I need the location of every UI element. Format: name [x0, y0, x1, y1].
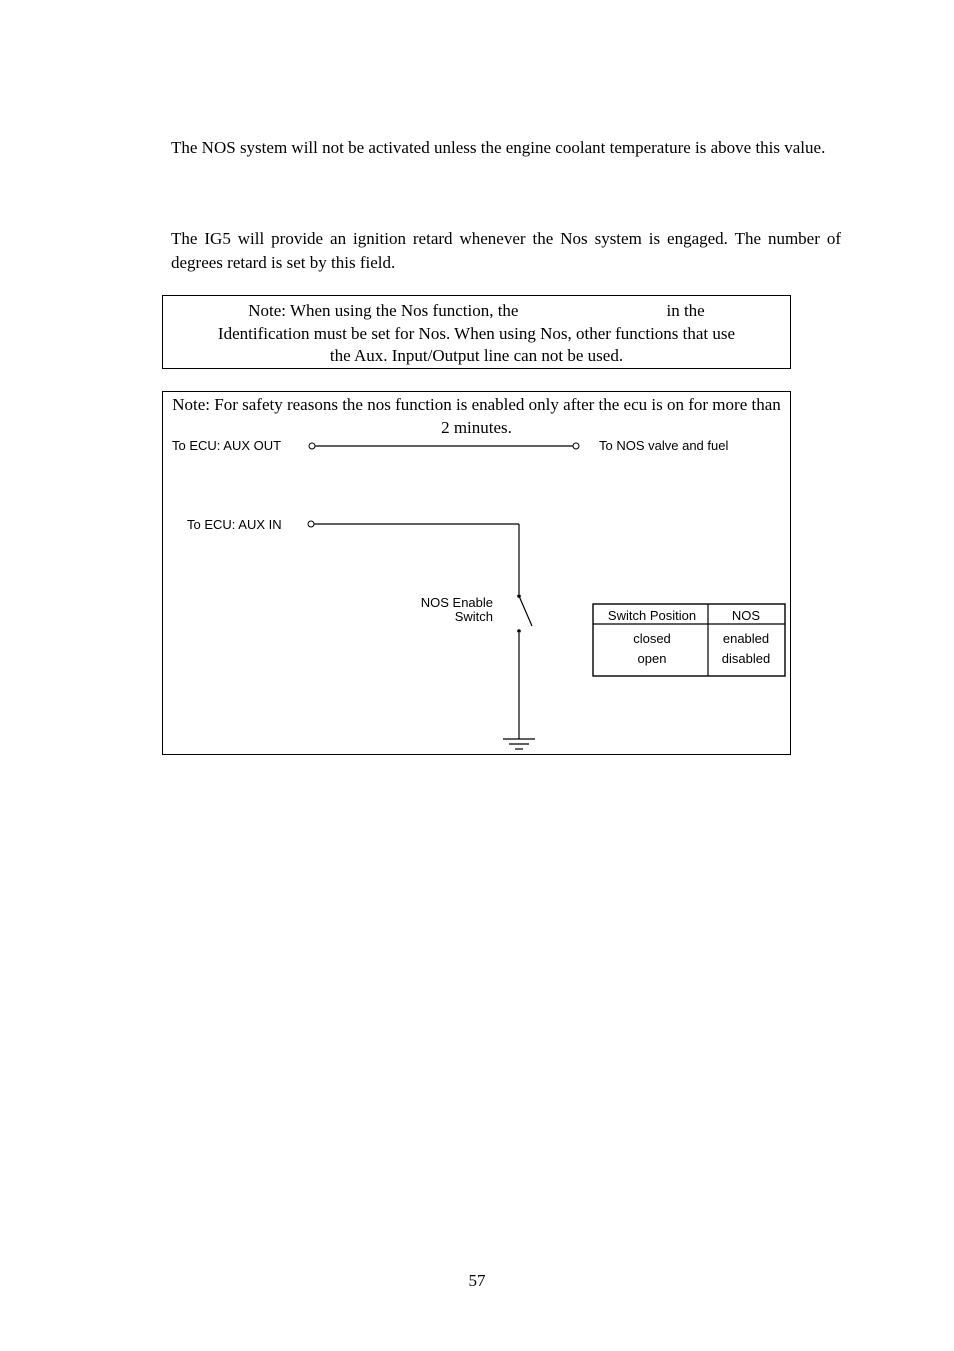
ignition-retard-paragraph: The IG5 will provide an ignition retard whenever the Nos system is engaged. The number of degrees retard is set by this field.: [171, 229, 841, 272]
switch-label-line1: NOS Enable: [420, 595, 493, 610]
table-cell-closed: closed: [633, 631, 671, 646]
note-line-2: Identification must be set for Nos. When using Nos, other functions that use: [217, 323, 736, 343]
table-header-nos: NOS: [731, 608, 761, 623]
nos-valve-label: To NOS valve and fuel: [599, 438, 729, 453]
safety-note-text: Note: For safety reasons the nos function is enabled only after the ecu is on for more than 2 minutes.: [172, 395, 781, 437]
nos-wiring-diagram: [163, 392, 790, 754]
switch-bottom-contact: [517, 629, 521, 633]
aux-in-label: To ECU: AUX IN: [187, 517, 282, 532]
table-header-switch-position: Switch Position: [607, 608, 697, 623]
safety-note-box: [162, 391, 791, 755]
switch-label-line2: Switch: [454, 609, 493, 624]
aux-in-terminal: [308, 521, 314, 527]
table-cell-open: open: [637, 651, 667, 666]
coolant-paragraph: The NOS system will not be activated unless the engine coolant temperature is above this value.: [171, 138, 826, 157]
identification-note-box: [162, 295, 791, 369]
note-line-1-start: Note: When using the Nos function, the: [248, 301, 519, 320]
switch-arm: [519, 596, 532, 626]
page-number: 57: [468, 1271, 486, 1290]
table-cell-enabled: enabled: [722, 631, 770, 646]
ground-icon: [503, 739, 535, 749]
aux-out-terminal: [309, 443, 315, 449]
nos-valve-terminal: [573, 443, 579, 449]
switch-state-table: [593, 604, 785, 676]
note-line-3: the Aux. Input/Output line can not be used.: [329, 346, 624, 365]
note-line-1: [163, 300, 790, 323]
table-cell-disabled: disabled: [721, 651, 771, 666]
aux-out-label: To ECU: AUX OUT: [172, 438, 282, 453]
note-line-1-end: in the: [666, 301, 705, 320]
